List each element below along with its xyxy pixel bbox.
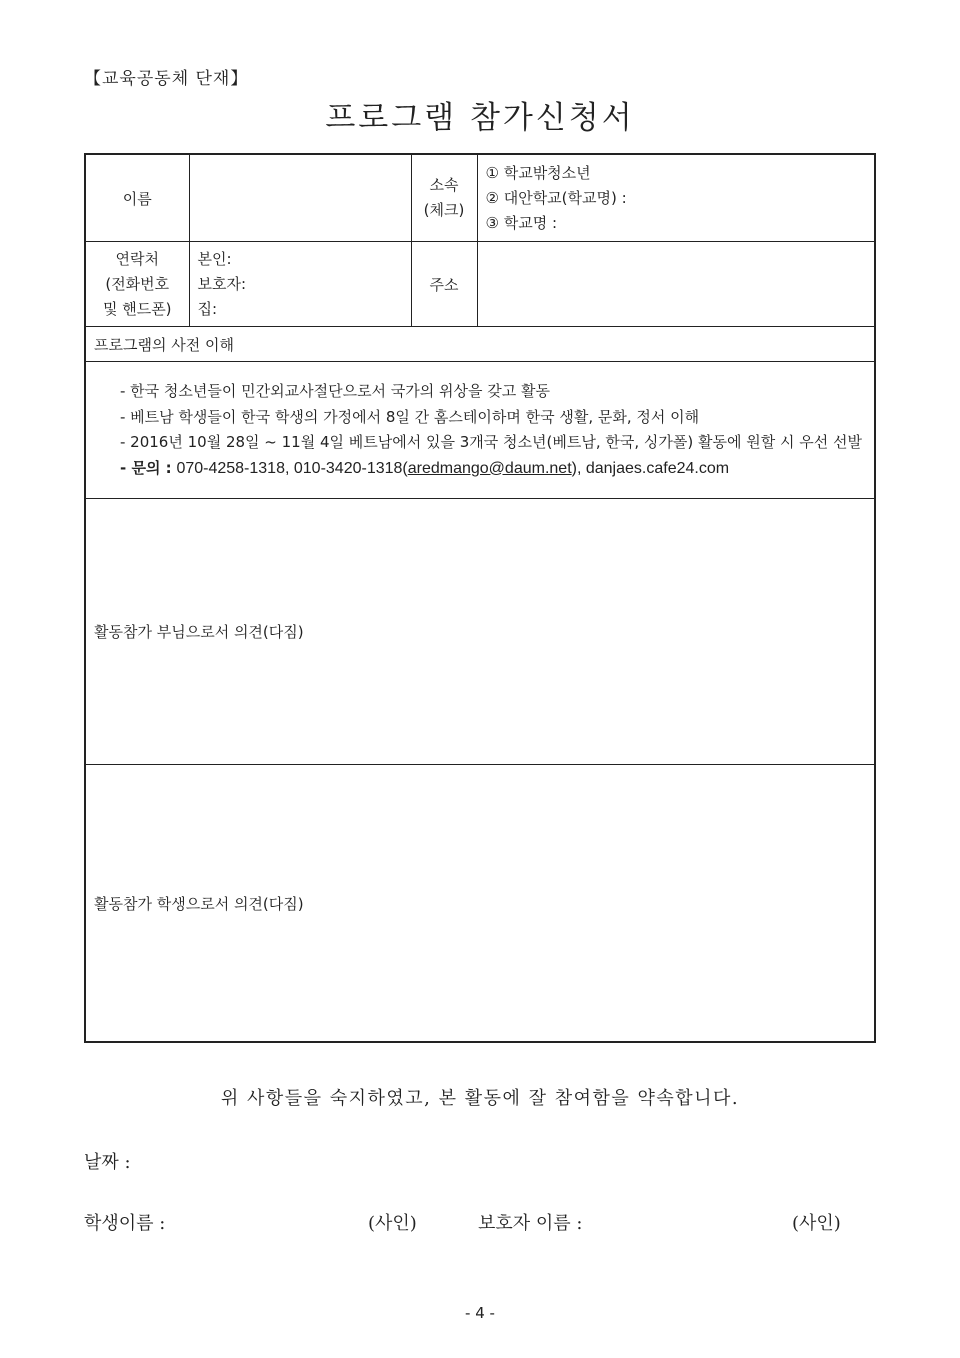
affiliation-option-alternative-school[interactable]: ② 대안학교(학교명) :: [485, 188, 627, 207]
form-row-preknowledge-header: [85, 327, 875, 362]
affiliation-label-cell: [411, 154, 477, 242]
form-row-notes: [85, 362, 875, 499]
page-number: - 4 -: [465, 1304, 495, 1322]
preknowledge-label-cell: [85, 327, 875, 362]
affiliation-option-out-of-school[interactable]: ① 학교밖청소년: [485, 163, 591, 182]
notes-cell: [85, 362, 875, 499]
form-row-student-opinion: [85, 765, 875, 1043]
document-category: 【교육공동체 단재】: [84, 69, 249, 89]
parent-opinion-cell[interactable]: [85, 499, 875, 765]
name-input-cell[interactable]: [189, 154, 411, 242]
notes-list: [94, 379, 866, 481]
contact-fields-cell: [189, 242, 411, 327]
note-contact: [120, 456, 866, 482]
page-title: 프로그램 참가신청서: [325, 100, 635, 136]
student-opinion-cell[interactable]: [85, 765, 875, 1043]
student-opinion-label: 활동참가 학생으로서 의견(다짐): [94, 894, 304, 913]
application-form-table: [84, 153, 876, 1043]
contact-home-field[interactable]: 집:: [197, 299, 218, 318]
inquiry-website: ), danjaes.cafe24.com: [571, 459, 730, 477]
contact-label-phone: (전화번호: [105, 274, 170, 293]
inquiry-email-link[interactable]: aredmango@daum.net: [407, 459, 572, 477]
contact-guardian-field[interactable]: 보호자:: [197, 274, 247, 293]
contact-label-mobile: 및 핸드폰): [102, 299, 172, 318]
affiliation-option-school[interactable]: ③ 학교명 :: [485, 213, 558, 232]
address-input-cell[interactable]: [477, 242, 875, 327]
contact-label-cell: [85, 242, 189, 327]
name-label: 이름: [122, 189, 152, 208]
contact-label: 연락처: [115, 249, 159, 268]
parent-opinion-label: 활동참가 부님으로서 의견(다짐): [94, 623, 304, 641]
inquiry-label: - 문의 :: [120, 458, 172, 477]
affiliation-check-label: (체크): [423, 201, 465, 219]
date-label: 날짜 :: [84, 1152, 131, 1173]
note-item: - 2016년 10월 28일 ~ 11월 4일 베트남에서 있을 3개국 청소년(베트남, 한국, 싱가폴) 활동에 원할 시 우선 선발: [120, 433, 862, 451]
affiliation-options-cell: [477, 154, 875, 242]
guardian-sign-label: (사인): [792, 1213, 841, 1234]
preknowledge-label: 프로그램의 사전 이해: [94, 335, 234, 354]
address-label: 주소: [429, 275, 459, 294]
pledge-statement: 위 사항들을 숙지하였고, 본 활동에 잘 참여함을 약속합니다.: [220, 1088, 740, 1109]
inquiry-phones: 070-4258-1318, 010-3420-1318(: [176, 459, 408, 477]
form-row-name: [85, 154, 875, 242]
address-label-cell: [411, 242, 477, 327]
form-row-parent-opinion: [85, 499, 875, 765]
affiliation-label: 소속: [429, 176, 459, 194]
form-row-contact: [85, 242, 875, 327]
name-label-cell: [85, 154, 189, 242]
contact-self-field[interactable]: 본인:: [197, 249, 232, 268]
student-name-label: 학생이름 :: [84, 1213, 166, 1234]
note-item: - 베트남 학생들이 한국 학생의 가정에서 8일 간 홈스테이하며 한국 생활, 문화, 정서 이해: [120, 407, 700, 426]
student-sign-label: (사인): [368, 1213, 417, 1234]
guardian-name-label: 보호자 이름 :: [478, 1213, 583, 1234]
note-item: - 한국 청소년들이 민간외교사절단으로서 국가의 위상을 갖고 활동: [120, 382, 551, 400]
